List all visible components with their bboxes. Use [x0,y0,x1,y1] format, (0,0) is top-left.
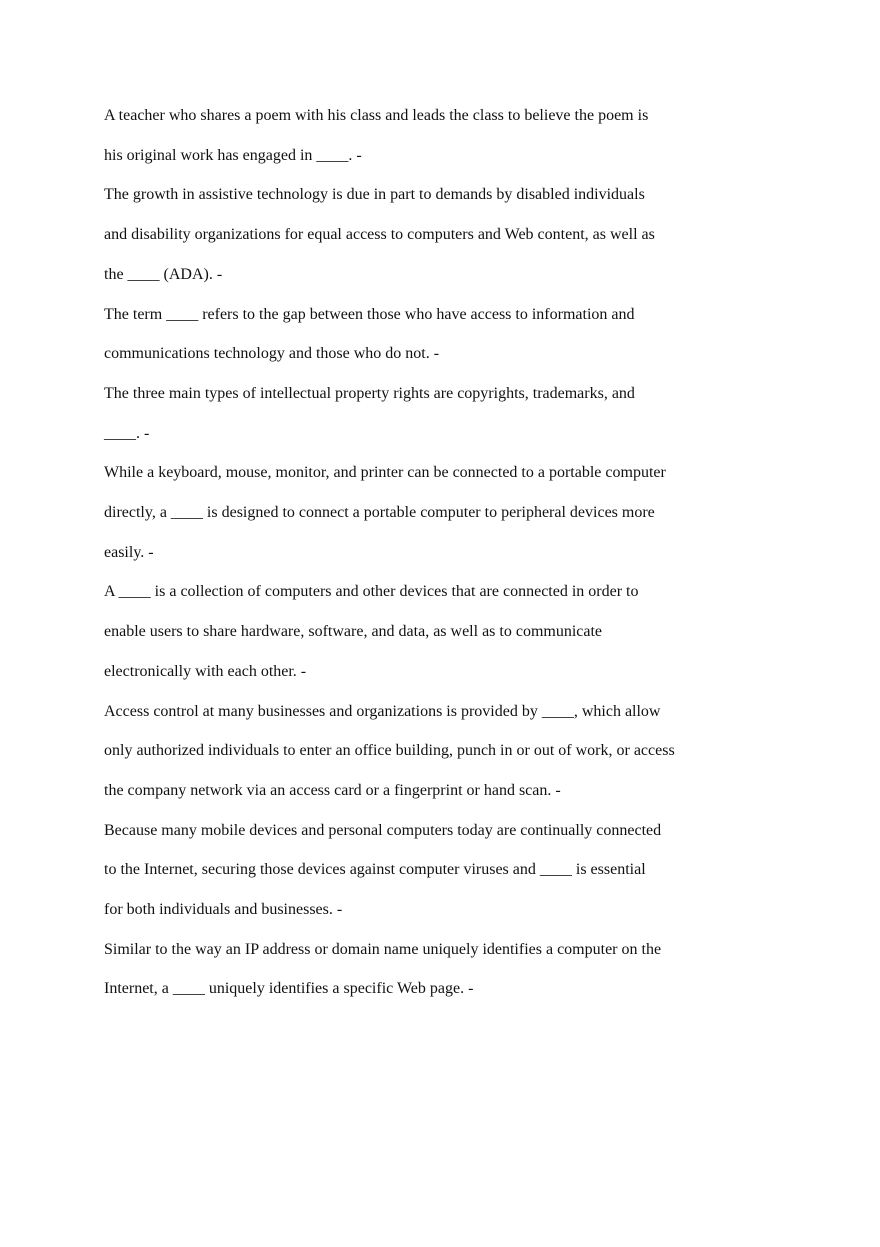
question-2-line-2: and disability organizations for equal access to computers and Web content, as well as [104,226,655,244]
question-4-line-2: ____. - [104,424,150,442]
question-8-line-2: to the Internet, securing those devices against computer viruses and ____ is essential [104,861,646,879]
question-3-line-1: The term ____ refers to the gap between those who have access to information and [104,305,635,323]
question-1-line-2: his original work has engaged in ____. - [104,146,362,164]
question-3-line-2: communications technology and those who do not. - [104,345,440,363]
question-2-line-1: The growth in assistive technology is due in part to demands by disabled individuals [104,186,645,204]
question-9-line-2: Internet, a ____ uniquely identifies a specific Web page. - [104,980,474,998]
question-9-line-1: Similar to the way an IP address or domain name uniquely identifies a computer on the [104,940,662,958]
question-7-line-3: the company network via an access card or a fingerprint or hand scan. - [104,781,561,799]
question-2-line-3: the ____ (ADA). - [104,265,223,283]
question-6-line-1: A ____ is a collection of computers and other devices that are connected in order to [104,583,639,601]
question-7-line-2: only authorized individuals to enter an office building, punch in or out of work, or access [104,742,675,760]
question-5-line-3: easily. - [104,543,154,561]
question-5-line-1: While a keyboard, mouse, monitor, and printer can be connected to a portable computer [104,464,666,482]
question-1-line-1: A teacher who shares a poem with his class and leads the class to believe the poem is [104,107,649,124]
question-6-line-3: electronically with each other. - [104,662,307,680]
question-6-line-2: enable users to share hardware, software, and data, as well as to communicate [104,623,603,641]
document-body [104,96,744,1009]
question-4-line-1: The three main types of intellectual property rights are copyrights, trademarks, and [104,384,635,402]
question-5-line-2: directly, a ____ is designed to connect a portable computer to peripheral devices more [104,504,655,522]
question-7-line-1: Access control at many businesses and organizations is provided by ____, which allow [104,702,661,720]
question-8-line-1: Because many mobile devices and personal computers today are continually connected [104,821,662,839]
question-8-line-3: for both individuals and businesses. - [104,901,343,919]
